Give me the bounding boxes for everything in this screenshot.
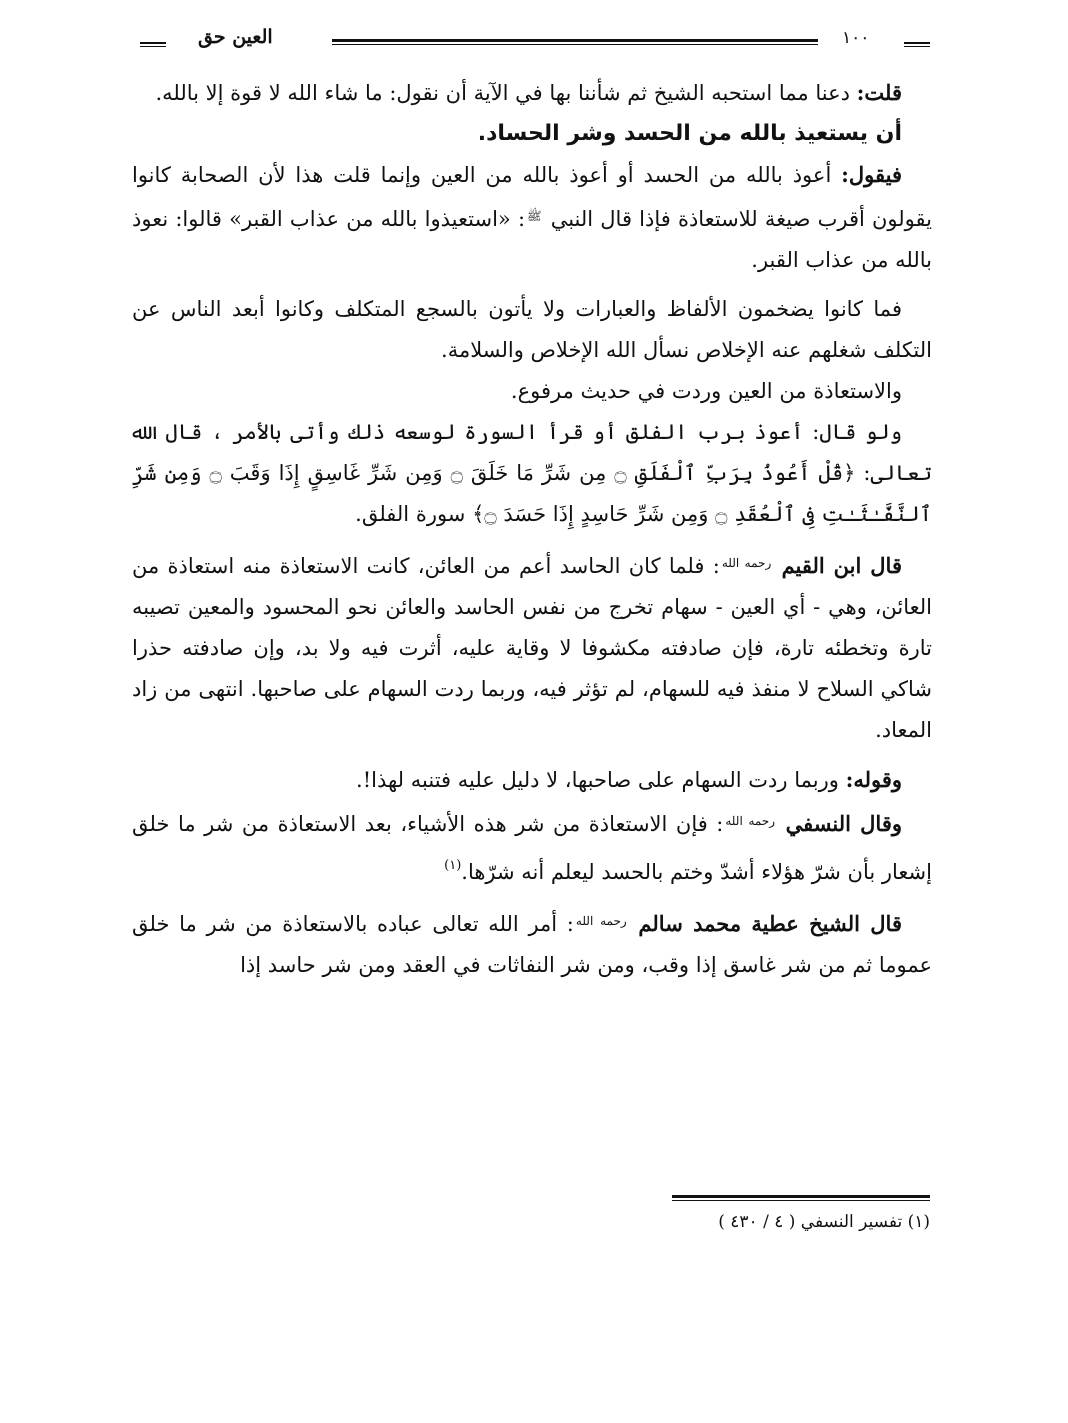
paragraph-8-lead: وقال النسفي: [785, 811, 902, 836]
footnote-reference[interactable]: (١): [444, 858, 462, 873]
header-title: العين حق: [198, 26, 273, 48]
salawat-symbol: ﷺ: [527, 209, 542, 223]
paragraph-9-text: : أمر الله تعالى عباده بالاستعاذة من شر ما خلق عموما ثم من شر غاسق إذا وقب، ومن شر النفاثات في العقد ومن شر حاسد إذا: [132, 912, 932, 977]
paragraph-9-lead: قال الشيخ عطية محمد سالم: [638, 911, 902, 936]
paragraph-7: [132, 759, 932, 801]
paragraph-6-lead: قال ابن القيم: [781, 553, 902, 578]
rahimahullah-symbol: رحمه الله: [721, 556, 772, 570]
header-ornament-left: [140, 42, 166, 48]
paragraph-1: [132, 72, 932, 114]
quran-verse: ﴿قُلْ أَعُوذُ بِرَبِّ ٱلْفَلَقِ ۝ مِن شَرِّ مَا خَلَقَ ۝ وَمِن شَرِّ غَاسِقٍ إِذَا وَقَبَ ۝ وَمِن شَرِّ ٱلنَّفَّـٰثَـٰتِ فِى ٱلْعُقَدِ ۝ وَمِن شَرِّ حَاسِدٍ إِذَا حَسَدَ ۝﴾: [132, 461, 932, 526]
paragraph-1-lead: قلت:: [856, 80, 902, 105]
paragraph-5-text: ولو قال: أعوذ برب الفلق أو قرأ السورة لوسعه ذلك وأتى بالأمر ، قال الله تعالى:: [132, 420, 933, 485]
paragraph-2-text-b: : «استعيذوا بالله من عذاب القبر» قالوا: نعوذ بالله من عذاب القبر.: [132, 207, 932, 272]
running-header: [136, 22, 932, 56]
page-number: ١٠٠: [842, 28, 870, 48]
section-heading: أن يستعيذ بالله من الحسد وشر الحساد.: [477, 121, 902, 146]
paragraph-7-lead: وقوله:: [845, 767, 902, 792]
footnote: (١) تفسير النسفي ( ٤ / ٤٣٠ ): [718, 1212, 930, 1232]
paragraph-7-text: وربما ردت السهام على صاحبها، لا دليل عليه فتنبه لهذا!.: [356, 768, 846, 792]
surah-name: سورة الفلق.: [355, 502, 473, 526]
body-text: [132, 72, 932, 986]
paragraph-2-lead: فيقول:: [841, 162, 902, 187]
rahimahullah-symbol: رحمه الله: [575, 914, 627, 928]
paragraph-2: [132, 154, 932, 281]
header-ornament-right: [904, 42, 930, 48]
rahimahullah-symbol: رحمه الله: [725, 814, 776, 828]
paragraph-5: [132, 412, 932, 535]
paragraph-8: [132, 801, 932, 893]
paragraph-2-text-a: أعوذ بالله من الحسد أو أعوذ بالله من العين وإنما قلت هذا لأن الصحابة كانوا يقولون أقرب صيغة للاستعاذة فإذا قال النبي: [132, 163, 932, 231]
paragraph-3: فما كانوا يضخمون الألفاظ والعبارات ولا يأتون بالسجع المتكلف وكانوا أبعد الناس عن التكلف شغلهم عنه الإخلاص نسأل الله الإخلاص والسلامة.: [132, 297, 932, 362]
paragraph-9: [132, 901, 932, 986]
paragraph-1-text: دعنا مما استحبه الشيخ ثم شأننا بها في الآية أن نقول: ما شاء الله لا قوة إلا بالله.: [155, 81, 857, 105]
paragraph-4: والاستعاذة من العين وردت في حديث مرفوع.: [510, 379, 902, 403]
paragraph-6-text: : فلما كان الحاسد أعم من العائن، كانت الاستعاذة منه استعاذة من العائن، وهي - أي العين - سهام تخرج من نفس الحاسد والعائن نحو المحسود والمعين تصيبه تارة وتخطئه تارة، فإن صادفته مكشوفا لا وقاية عليه، أثرت فيه ولا بد، وإن صادفته حذرا شاكي السلاح لا منفذ فيه للسهام، لم تؤثر فيه، وربما ردت السهام على صاحبها. انتهى من زاد المعاد.: [132, 554, 932, 742]
header-rule: [332, 39, 818, 46]
paragraph-8-text: : فإن الاستعاذة من شر هذه الأشياء، بعد الاستعاذة من شر ما خلق إشعار بأن شرّ هؤلاء أشدّ وختم بالحسد ليعلم أنه شرّها.: [132, 812, 932, 884]
paragraph-6: [132, 543, 932, 751]
footnote-rule: [672, 1195, 930, 1202]
